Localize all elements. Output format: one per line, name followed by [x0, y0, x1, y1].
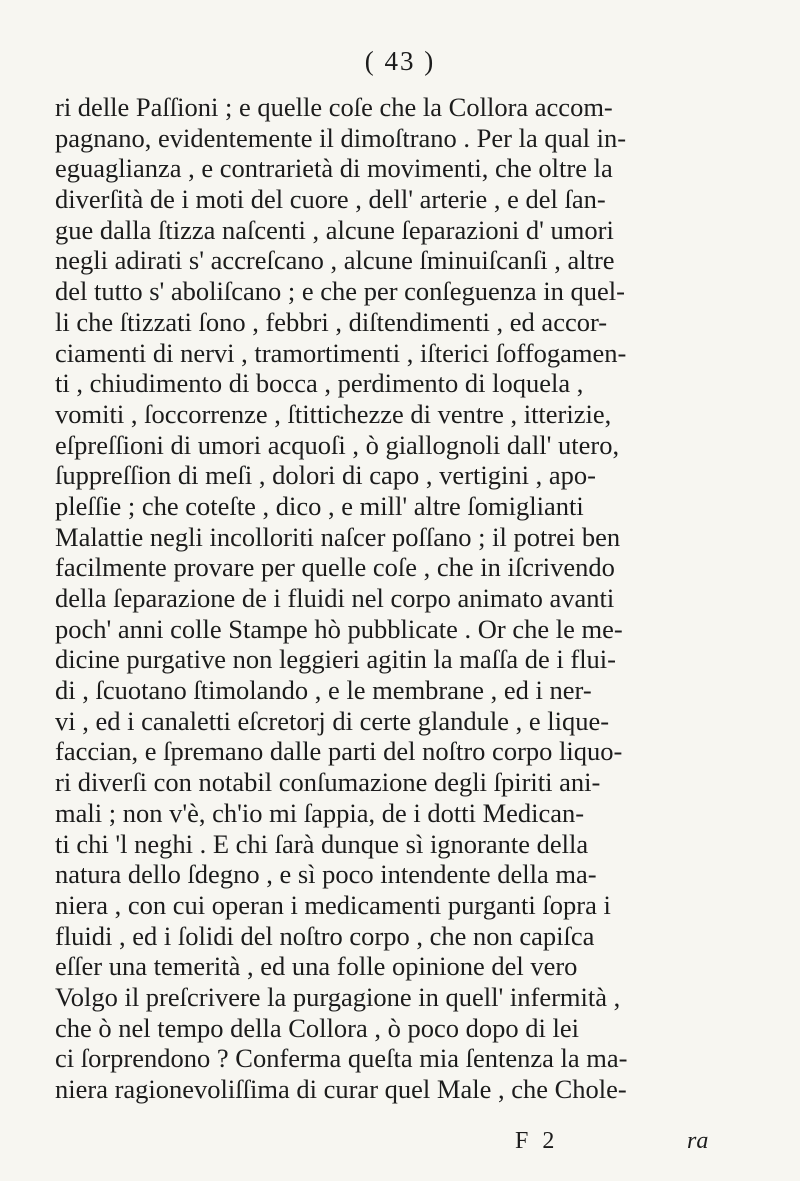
text-line: negli adirati s' accreſcano , alcune ſminuiſcanſi , altre — [55, 245, 615, 276]
text-line: poch' anni colle Stampe hò pubblicate . Or che le me- — [55, 613, 623, 644]
text-line: di , ſcuotano ſtimolando , e le membrane , ed i ner- — [55, 675, 592, 706]
text-line: ri diverſi con notabil conſumazione degli ſpiriti ani- — [55, 767, 601, 798]
text-line: pagnano, evidentemente il dimoſtrano . Per la qual in- — [55, 122, 627, 153]
text-line: vomiti , ſoccorrenze , ſtittichezze di ventre , itterizie, — [55, 398, 612, 429]
text-line: Malattie negli incolloriti naſcer poſſano ; il potrei ben — [55, 521, 621, 552]
text-line: diverſità de i moti del cuore , dell' arterie , e del ſan- — [55, 184, 606, 215]
text-line: dicine purgative non leggieri agitin la maſſa de i flui- — [55, 644, 616, 675]
text-line: Volgo il preſcrivere la purgagione in quell' infermità , — [55, 981, 621, 1012]
catchword: ra — [687, 1128, 709, 1154]
text-line: vi , ed i canaletti eſcretorj di certe glandule , e lique- — [55, 705, 610, 736]
text-line: ci ſorprendono ? Conferma queſta mia ſentenza la ma- — [55, 1043, 628, 1074]
text-line: ri delle Paſſioni ; e quelle coſe che la Collora accom- — [55, 92, 613, 122]
signature-mark: F 2 — [515, 1128, 559, 1154]
text-line: eſpreſſioni di umori acquoſi , ò giallognoli dall' utero, — [55, 429, 620, 460]
text-line: ciamenti di nervi , tramortimenti , iſterici ſoffogamen- — [55, 337, 627, 368]
text-line: ſuppreſſion di meſi , dolori di capo , vertigini , apo- — [55, 460, 596, 491]
text-line: li che ſtizzati ſono , febbri , diſtendimenti , ed accor- — [55, 306, 608, 337]
text-line: niera ragionevoliſſima di curar quel Male , che Chole- — [55, 1074, 627, 1104]
text-line: gue dalla ſtizza naſcenti , alcune ſeparazioni d' umori — [55, 214, 614, 245]
page-number: ( 43 ) — [364, 46, 436, 76]
text-line: natura dello ſdegno , e sì poco intendente della ma- — [55, 859, 597, 890]
text-line: eſſer una temerità , ed una folle opinione del vero — [55, 951, 578, 982]
text-line: ti chi 'l neghi . E chi ſarà dunque sì ignorante della — [55, 828, 589, 859]
text-line: pleſſie ; che coteſte , dico , e mill' altre ſomiglianti — [55, 490, 584, 521]
text-line: che ò nel tempo della Collora , ò poco dopo di lei — [55, 1012, 579, 1043]
text-line: mali ; non v'è, ch'io mi ſappia, de i dotti Medican- — [55, 797, 585, 828]
text-line: faccian, e ſpremano dalle parti del noſtro corpo liquo- — [55, 736, 623, 767]
text-line: fluidi , ed i ſolidi del noſtro corpo , che non capiſca — [55, 920, 595, 951]
text-line: eguaglianza , e contrarietà di movimenti, che oltre la — [55, 153, 613, 184]
text-line: della ſeparazione de i fluidi nel corpo animato avanti — [55, 583, 615, 613]
text-line: del tutto s' aboliſcano ; e che per conſeguenza in quel- — [55, 276, 625, 307]
body-text — [55, 92, 763, 1105]
text-line: facilmente provare per quelle coſe , che in iſcrivendo — [55, 552, 615, 583]
text-line: ti , chiudimento di bocca , perdimento di loquela , — [55, 368, 584, 399]
text-line: niera , con cui operan i medicamenti purganti ſopra i — [55, 889, 611, 920]
page-footer — [0, 1128, 800, 1158]
